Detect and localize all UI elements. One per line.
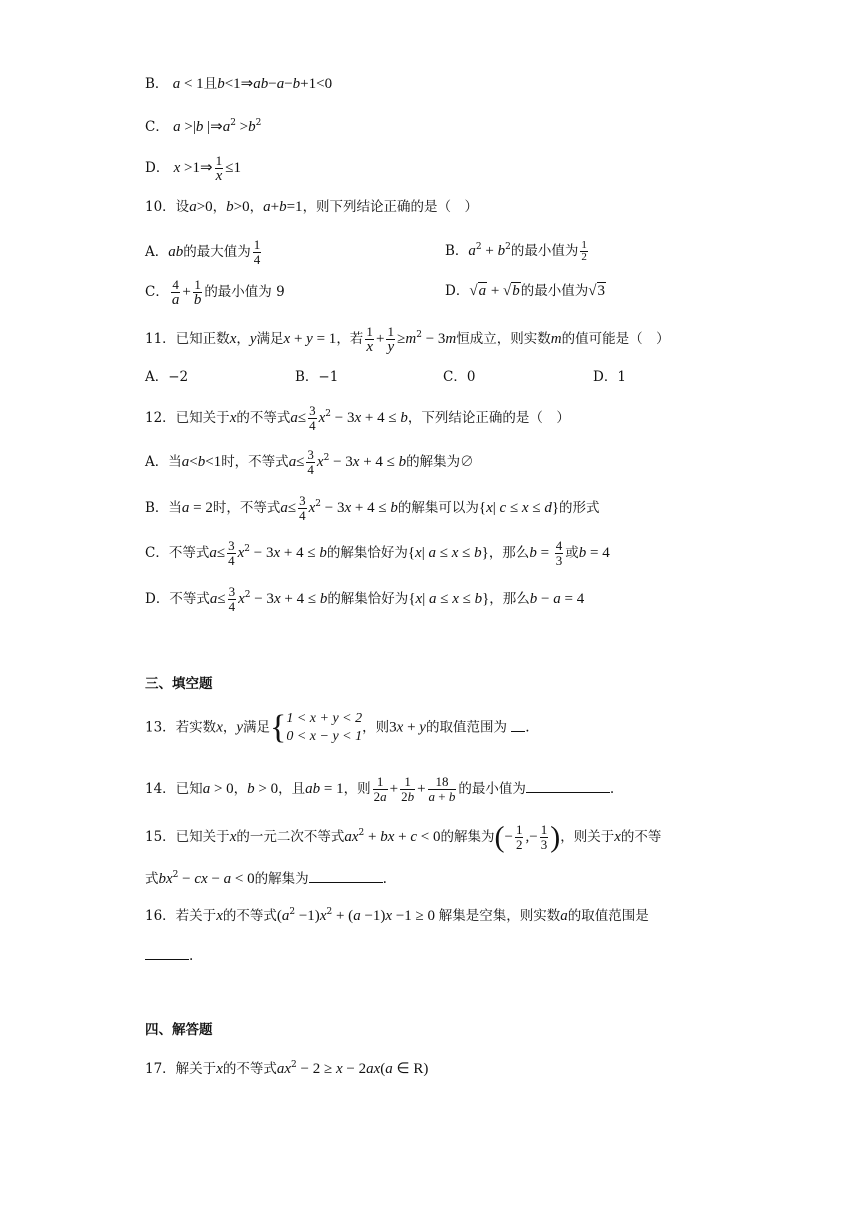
q11-option-b: B．−1 [295, 369, 339, 385]
q9-option-b: B． a < 1且b<1⇒ab−a−b+1<0 [145, 76, 333, 92]
q16-stem-line1: 16．若关于x的不等式$(a^2 -1)x^2 + (a -1)x -1 \ge 0$ 解集是空集，则实数a的取值范围是 [145, 907, 649, 924]
q11-option-c: C．0 [443, 369, 476, 385]
q9-option-d: D． x >1⇒ $\frac{1}{x}$ ≤1 [145, 153, 241, 184]
q14-answer-blank[interactable] [526, 778, 610, 793]
q12-stem: 12．已知关于x的不等式a≤ $\frac{3}{4}$ $x^2 - 3x + 4 \le b$，下列结论正确的是（ ） [145, 403, 570, 433]
q12-option-c: C．不等式a≤ $\frac{3}{4}$ $x^2 - 3x + 4 \le b$的解集恰好为{x| a ≤ x ≤ b}，那么b = $\frac{4}{3}$ 或b = 4 [145, 538, 610, 568]
q13-answer-blank[interactable] [511, 717, 525, 732]
q12-option-a: A．当a<b<1时，不等式a≤ $\frac{3}{4}$ $x^2 - 3x + 4 \le b$的解集为∅ [145, 447, 474, 477]
q14-stem: 14．已知a > 0，b > 0，且ab = 1，则 $\frac{1}{2a}$ + $\frac{1}{2b}$ + $\frac{18}{a + b}$ 的最小值为 . [145, 774, 615, 804]
q15-stem-line2: 式$bx^2$ − cx − a < 0的解集为 . [145, 870, 387, 887]
q16-stem-line2: . [145, 945, 193, 965]
q9-option-c: C． a >|b $|\Rightarrow a^2 >b^2$ [145, 118, 262, 135]
q10-option-b: B．$a^2 + b^2$的最小值为 $\frac{1}{2}$ [445, 239, 587, 263]
q11-option-a: A．−2 [145, 369, 189, 385]
q11-option-d: D．1 [593, 369, 626, 385]
section-3-heading: 三、填空题 [145, 676, 213, 692]
q15-answer-blank[interactable] [309, 868, 383, 883]
q10-option-c: C． $\frac{4}{a}$ + $\frac{1}{b}$ 的最小值为 9 [145, 277, 285, 308]
q10-stem: 10．设a>0，b>0，a+b=1，则下列结论正确的是（ ） [145, 199, 479, 215]
q16-answer-blank[interactable] [145, 945, 189, 960]
q12-option-b: B．当a = 2时，不等式a≤ $\frac{3}{4}$ $x^2 - 3x + 4 \le b$的解集可以为{x| c ≤ x ≤ d}的形式 [145, 493, 600, 523]
q10-option-d: D．√a + √b的最小值为√3 [445, 283, 605, 299]
q10-option-a: A．ab的最大值为 $\frac{1}{4}$ [145, 237, 261, 267]
section-4-heading: 四、解答题 [145, 1022, 213, 1038]
q11-stem: 11．已知正数x，y满足x + y = 1，若 $\frac{1}{x}$ + $\frac{1}{y}$ $\ge m^2 - 3m$恒成立，则实数m的值可能是（ ） [145, 324, 670, 355]
q13-stem: 13．若实数x，y满足{ 1 < x + y < 2 0 < x − y < 1 ，则3x + y的取值范围为 . [145, 709, 530, 746]
q12-option-d: D．不等式a≤ $\frac{3}{4}$ $x^2 - 3x + 4 \le b$的解集恰好为{x| a ≤ x ≤ b}，那么b − a = 4 [145, 584, 585, 614]
q15-stem-line1: 15．已知关于x的一元二次不等式$ax^2$ + bx + c < 0的解集为(− $\frac{1}{2}$ ,− $\frac{1}{3}$ )，则关于x的不等 [145, 820, 662, 854]
q17-stem: 17．解关于x的不等式$ax^2 - 2 \ge x - 2ax(a$ ∈ R) [145, 1060, 429, 1077]
